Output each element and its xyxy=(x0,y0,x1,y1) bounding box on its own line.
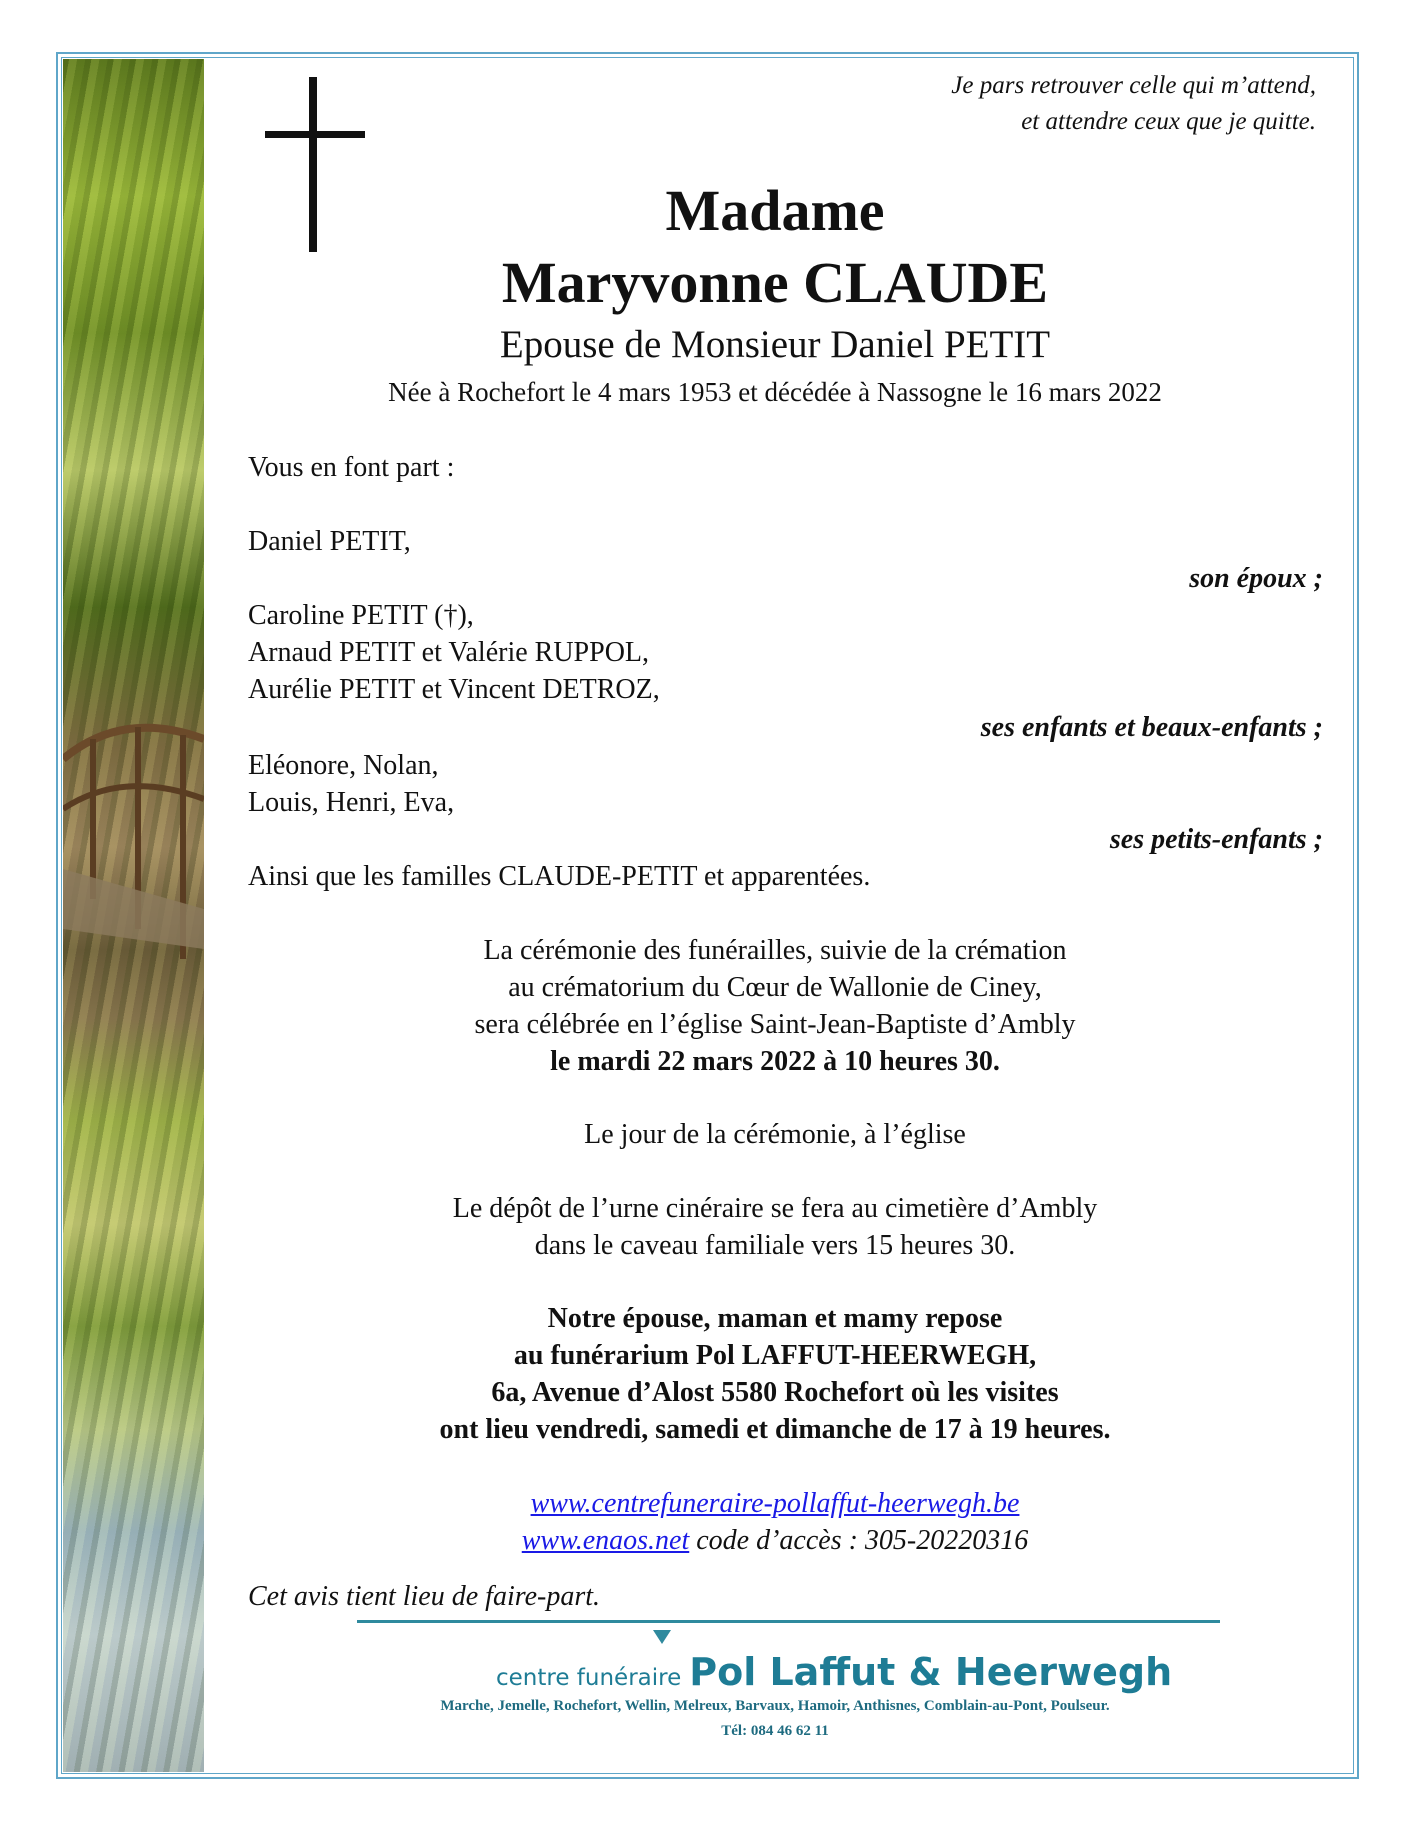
ceremony-line-1: La cérémonie des funérailles, suivie de la crémation xyxy=(483,935,1067,966)
grandchildren-role: ses petits-enfants ; xyxy=(1109,824,1323,855)
visits-block xyxy=(250,1300,1300,1448)
quote-line-1: Je pars retrouver celle qui m’attend, xyxy=(951,72,1316,99)
grandchildren-2: Louis, Henri, Eva, xyxy=(248,787,455,818)
grandchildren-1: Eléonore, Nolan, xyxy=(248,750,439,781)
footer-divider xyxy=(357,1620,1220,1623)
funeral-center-website-link[interactable]: www.centrefuneraire-pollaffut-heerwegh.be xyxy=(530,1488,1020,1519)
announcement-intro: Vous en font part : xyxy=(248,452,455,483)
ceremony-block xyxy=(250,932,1300,1080)
triangle-marker-icon xyxy=(653,1630,671,1644)
visits-line-4: ont lieu vendredi, samedi et dimanche de 17 à 19 heures. xyxy=(439,1414,1111,1445)
child-1: Caroline PETIT (†), xyxy=(248,600,474,631)
funeral-center-logo xyxy=(496,1650,1172,1694)
cross-horizontal-bar xyxy=(265,131,365,138)
ceremony-line-3: sera célébrée en l’église Saint-Jean-Baptiste d’Ambly xyxy=(474,1009,1076,1040)
urn-line-2: dans le caveau familiale vers 15 heures 30. xyxy=(534,1230,1016,1261)
child-3: Aurélie PETIT et Vincent DETROZ, xyxy=(248,674,660,705)
visits-line-2: au funérarium Pol LAFFUT-HEERWEGH, xyxy=(513,1340,1037,1371)
spouse-line: Epouse de Monsieur Daniel PETIT xyxy=(499,323,1051,366)
ceremony-line-2: au crématorium du Cœur de Wallonie de Ciney, xyxy=(508,972,1042,1003)
families-line: Ainsi que les familles CLAUDE-PETIT et apparentées. xyxy=(248,861,871,892)
faire-part-note: Cet avis tient lieu de faire-part. xyxy=(248,1581,601,1612)
enaos-website-link[interactable]: www.enaos.net xyxy=(521,1525,690,1556)
visits-line-1: Notre épouse, maman et mamy repose xyxy=(547,1303,1003,1334)
birth-death-dates: Née à Rochefort le 4 mars 1953 et décédée à Nassogne le 16 mars 2022 xyxy=(388,377,1162,407)
urn-line-1: Le dépôt de l’urne cinéraire se fera au cimetière d’Ambly xyxy=(452,1193,1098,1224)
child-2: Arnaud PETIT et Valérie RUPPOL, xyxy=(248,637,650,668)
urn-block xyxy=(250,1190,1300,1264)
telephone: Tél: 084 46 62 11 xyxy=(721,1723,829,1739)
husband-role: son époux ; xyxy=(1189,563,1323,594)
wooden-bridge-illustration xyxy=(63,699,204,1019)
access-code: code d’accès : 305-20220316 xyxy=(689,1525,1029,1556)
ceremony-date: le mardi 22 mars 2022 à 10 heures 30. xyxy=(550,1046,1000,1077)
deceased-title: Madame xyxy=(665,178,885,243)
deceased-name: Maryvonne CLAUDE xyxy=(501,250,1049,315)
logo-name: Pol Laffut & Heerwegh xyxy=(689,1650,1173,1694)
ceremony-day-note: Le jour de la cérémonie, à l’église xyxy=(584,1119,966,1150)
garden-bridge-photo-strip xyxy=(63,59,204,1772)
visits-line-3: 6a, Avenue d’Alost 5580 Rochefort où les visites xyxy=(491,1377,1059,1408)
children-role: ses enfants et beaux-enfants ; xyxy=(980,712,1323,743)
epigraph-quote xyxy=(951,68,1316,140)
locations-list: Marche, Jemelle, Rochefort, Wellin, Melreux, Barvaux, Hamoir, Anthisnes, Comblain-au-Pont, Poulseur. xyxy=(440,1698,1110,1714)
quote-line-2: et attendre ceux que je quitte. xyxy=(1021,108,1316,135)
links-block xyxy=(250,1485,1300,1559)
logo-prefix: centre funéraire xyxy=(496,1665,682,1691)
husband-name: Daniel PETIT, xyxy=(248,526,411,557)
